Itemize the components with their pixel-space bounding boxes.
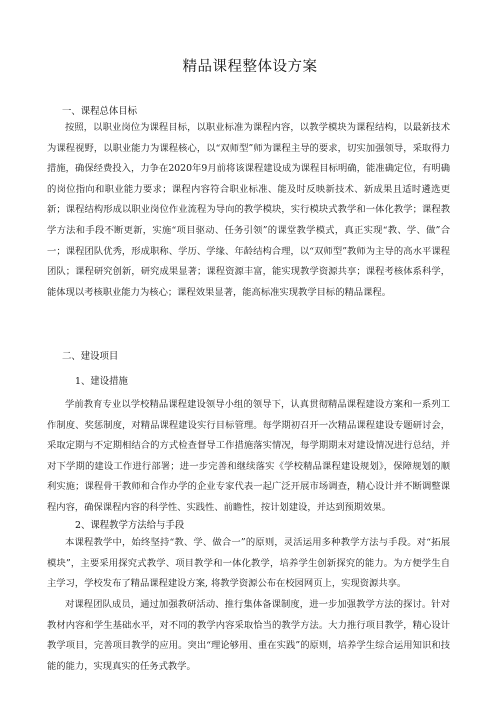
section-heading-goals: 一、课程总体目标	[62, 106, 138, 117]
subsection-heading-measures: 1、建设措施	[75, 376, 128, 387]
subsection-heading-methods: 2、课程教学方法给与手段	[75, 520, 185, 531]
paragraph-measures: 学前教育专业以学校精品课程建设领导小组的领导下，认真贯彻精品课程建设方案和一系列工作制度、奖惩制度，对精品课程建设实行目标管理。每学期初召开一次精品课程建设专题研讨会，采取定期与不定期相结合的方式检查督导工作措施落实情况，每学期期末对建设情况进行总结，并对下学期的建设工作进行部署；进一步完善和继续落实《学校精品课程建设规划》，保障规划的顺利实施；课程骨干教师和合作办学的企业专家代表一起广泛开展市场调查，精心设计并不断调整课程内容，确保课程内容的科学性、实践性、前瞻性，按计划建设，并达到预期效果。	[47, 399, 450, 513]
paragraph-team: 对课程团队成员，通过加强教研活动、推行集体备课制度，进一步加强教学方法的探讨。针对教材内容和学生基础水平，对不同的教学内容采取恰当的教学方法。大力推行项目教学，精心设计教学项目，完善项目教学的应用。突出“理论够用、重在实践”的原则，培养学生综合运用知识和技能的能力，实现真实的任务式教学。	[47, 599, 450, 672]
paragraph-methods: 本课程教学中，始终坚持“教、学、做合一”的原则，灵活运用多种教学方法与手段。对“拓展模块”，主要采用探究式教学、项目教学和一体化教学，培养学生创新探究的能力。为方便学生自主学习，学校发布了精品课程建设方案, 将教学资源公布在校园网页上，实现资源共享。	[47, 537, 450, 590]
section-heading-projects: 二、建设项目	[62, 351, 119, 362]
paragraph-goals: 按照，以职业岗位为课程目标，以职业标准为课程内容，以教学模块为课程结构，以最新技术为课程视野，以职业能力为课程核心，以“双师型”师为课程主导的要求，切实加强领导，采取得力措施，确保经费投入，力争在2020年9月前将该课程建设成为课程目标明确，能准确定位，有明确的岗位指向和职业能力要求；课程内容符合职业标准、能及时反映新技术、新成果且适时遴选更新；课程结构形成以职业岗位作业流程为导向的教学模块，实行模块式教学和一体化教学；课程教学方法和手段不断更新，实施“项目驱动、任务引领”的课堂教学模式，真正实现“教、学、做”合一；课程团队优秀，形成职称、学历、学缘、年龄结构合理，以“双师型”教师为主导的高水平课程团队；课程研究创新，研究成果显著；课程资源丰富，能实现教学资源共享；课程考核体系科学，能体现以考核职业能力为核心；课程效果显著，能高标准实现教学目标的精品课程。	[47, 122, 450, 298]
document-title: 精品课程整体设方案	[182, 59, 318, 75]
